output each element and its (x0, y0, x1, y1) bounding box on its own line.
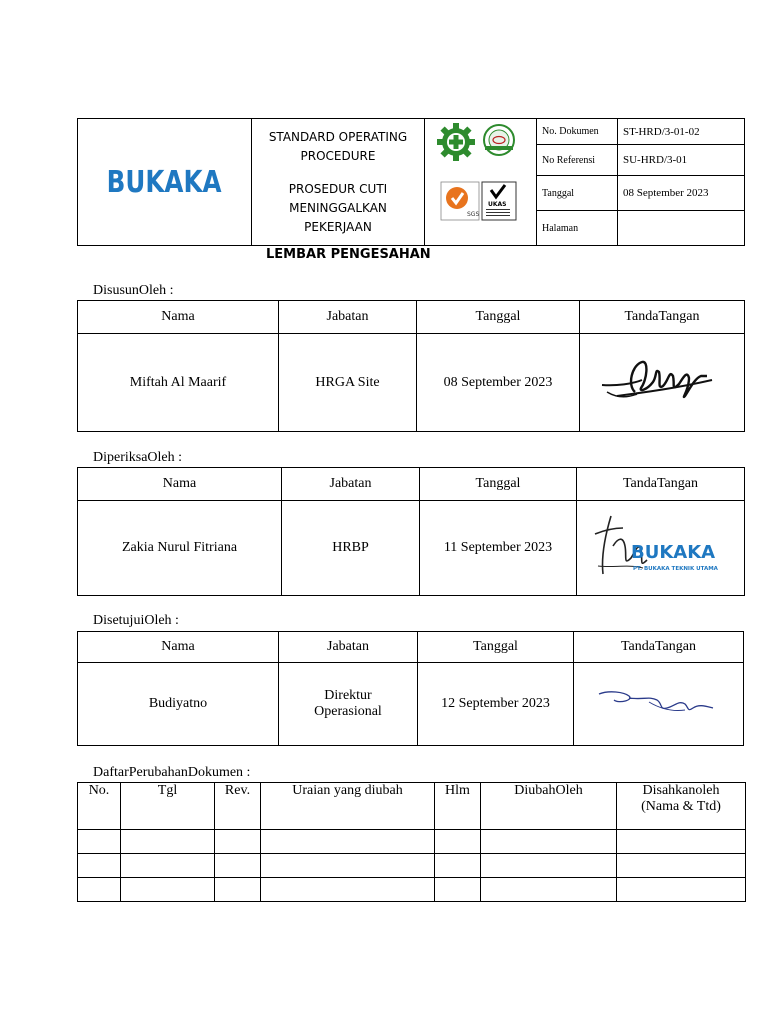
meta-value-no-dokumen: ST-HRD/3-01-02 (618, 119, 745, 145)
label-disetujui-oleh: DisetujuiOleh : (93, 613, 179, 628)
jabatan-line-2: Operasional (314, 704, 382, 719)
kan-emblem-icon (484, 125, 514, 155)
disusun-signature (580, 334, 745, 432)
header-nama: Nama (78, 301, 279, 334)
col-hlm: Hlm (435, 783, 481, 830)
col-tgl: Tgl (121, 783, 215, 830)
header-tanda-tangan: TandaTangan (580, 301, 745, 334)
title-en-line-2: PROCEDURE (300, 148, 376, 163)
signature-image (589, 682, 729, 722)
meta-value-no-referensi: SU-HRD/3-01 (618, 145, 745, 176)
header-tanda-tangan: TandaTangan (577, 468, 745, 501)
diperiksa-jabatan: HRBP (282, 501, 420, 596)
meta-value-tanggal: 08 September 2023 (618, 176, 745, 211)
header-nama: Nama (78, 632, 279, 663)
meta-label-no-dokumen: No. Dokumen (537, 119, 618, 145)
disetujui-nama: Budiyatno (78, 663, 279, 746)
header-jabatan: Jabatan (282, 468, 420, 501)
signature-image (597, 350, 727, 410)
table-disetujui-oleh (77, 631, 744, 746)
col-rev: Rev. (215, 783, 261, 830)
title-en-line-1: STANDARD OPERATING (268, 129, 408, 144)
col-no: No. (78, 783, 121, 830)
meta-label-halaman: Halaman (537, 211, 618, 246)
diperiksa-signature (577, 501, 745, 596)
header-jabatan: Jabatan (279, 301, 417, 334)
section-title-lembar-pengesahan: LEMBAR PENGESAHAN (266, 247, 431, 262)
table-row (78, 878, 746, 902)
table-row (78, 830, 746, 854)
gear-cross-icon (437, 123, 475, 161)
header-tanggal: Tanggal (418, 632, 574, 663)
svg-text:UKAS: UKAS (487, 200, 506, 208)
certification-icons (426, 120, 536, 240)
disetujui-tanggal: 12 September 2023 (418, 663, 574, 746)
disusun-jabatan: HRGA Site (279, 334, 417, 432)
table-diperiksa-oleh (77, 467, 745, 596)
ukas-icon (482, 182, 516, 220)
header-tanggal: Tanggal (417, 301, 580, 334)
logo-text: BUKAKA (107, 164, 222, 200)
meta-label-no-referensi: No Referensi (537, 145, 618, 176)
diperiksa-nama: Zakia Nurul Fitriana (78, 501, 282, 596)
stamp-subtitle-text: PT. BUKAKA TEKNIK UTAMA (633, 565, 718, 572)
disahkan-line-1: Disahkanoleh (642, 783, 720, 798)
table-daftar-perubahan (77, 782, 746, 902)
disahkan-line-2: (Nama & Ttd) (641, 799, 721, 814)
label-daftar-perubahan: DaftarPerubahanDokumen : (93, 765, 251, 780)
disusun-tanggal: 08 September 2023 (417, 334, 580, 432)
col-disahkan-oleh (617, 783, 746, 830)
stamp-logo-text: BUKAKA (631, 541, 716, 563)
sgs-check-icon (441, 182, 479, 220)
disusun-nama: Miftah Al Maarif (78, 334, 279, 432)
disetujui-jabatan (279, 663, 418, 746)
col-uraian: Uraian yang diubah (261, 783, 435, 830)
label-diperiksa-oleh: DiperiksaOleh : (93, 450, 183, 465)
company-logo (78, 119, 252, 246)
label-disusun-oleh: DisusunOleh : (93, 283, 174, 298)
title-id-line-3: PEKERJAAN (304, 219, 372, 234)
document-title (252, 119, 425, 246)
jabatan-line-1: Direktur (324, 688, 372, 703)
svg-text:SGS: SGS (466, 210, 479, 218)
header-tanda-tangan: TandaTangan (574, 632, 744, 663)
header-jabatan: Jabatan (279, 632, 418, 663)
col-diubah-oleh: DiubahOleh (481, 783, 617, 830)
header-nama: Nama (78, 468, 282, 501)
diperiksa-tanggal: 11 September 2023 (420, 501, 577, 596)
table-disusun-oleh (77, 300, 745, 432)
disetujui-signature (574, 663, 744, 746)
title-id-line-2: MENINGGALKAN (289, 200, 387, 215)
meta-value-halaman (618, 211, 745, 246)
title-id-line-1: PROSEDUR CUTI (288, 181, 388, 196)
meta-label-tanggal: Tanggal (537, 176, 618, 211)
signature-stamp-image (583, 506, 738, 586)
certification-logos (425, 119, 537, 246)
document-header (77, 118, 745, 246)
table-row (78, 854, 746, 878)
header-tanggal: Tanggal (420, 468, 577, 501)
